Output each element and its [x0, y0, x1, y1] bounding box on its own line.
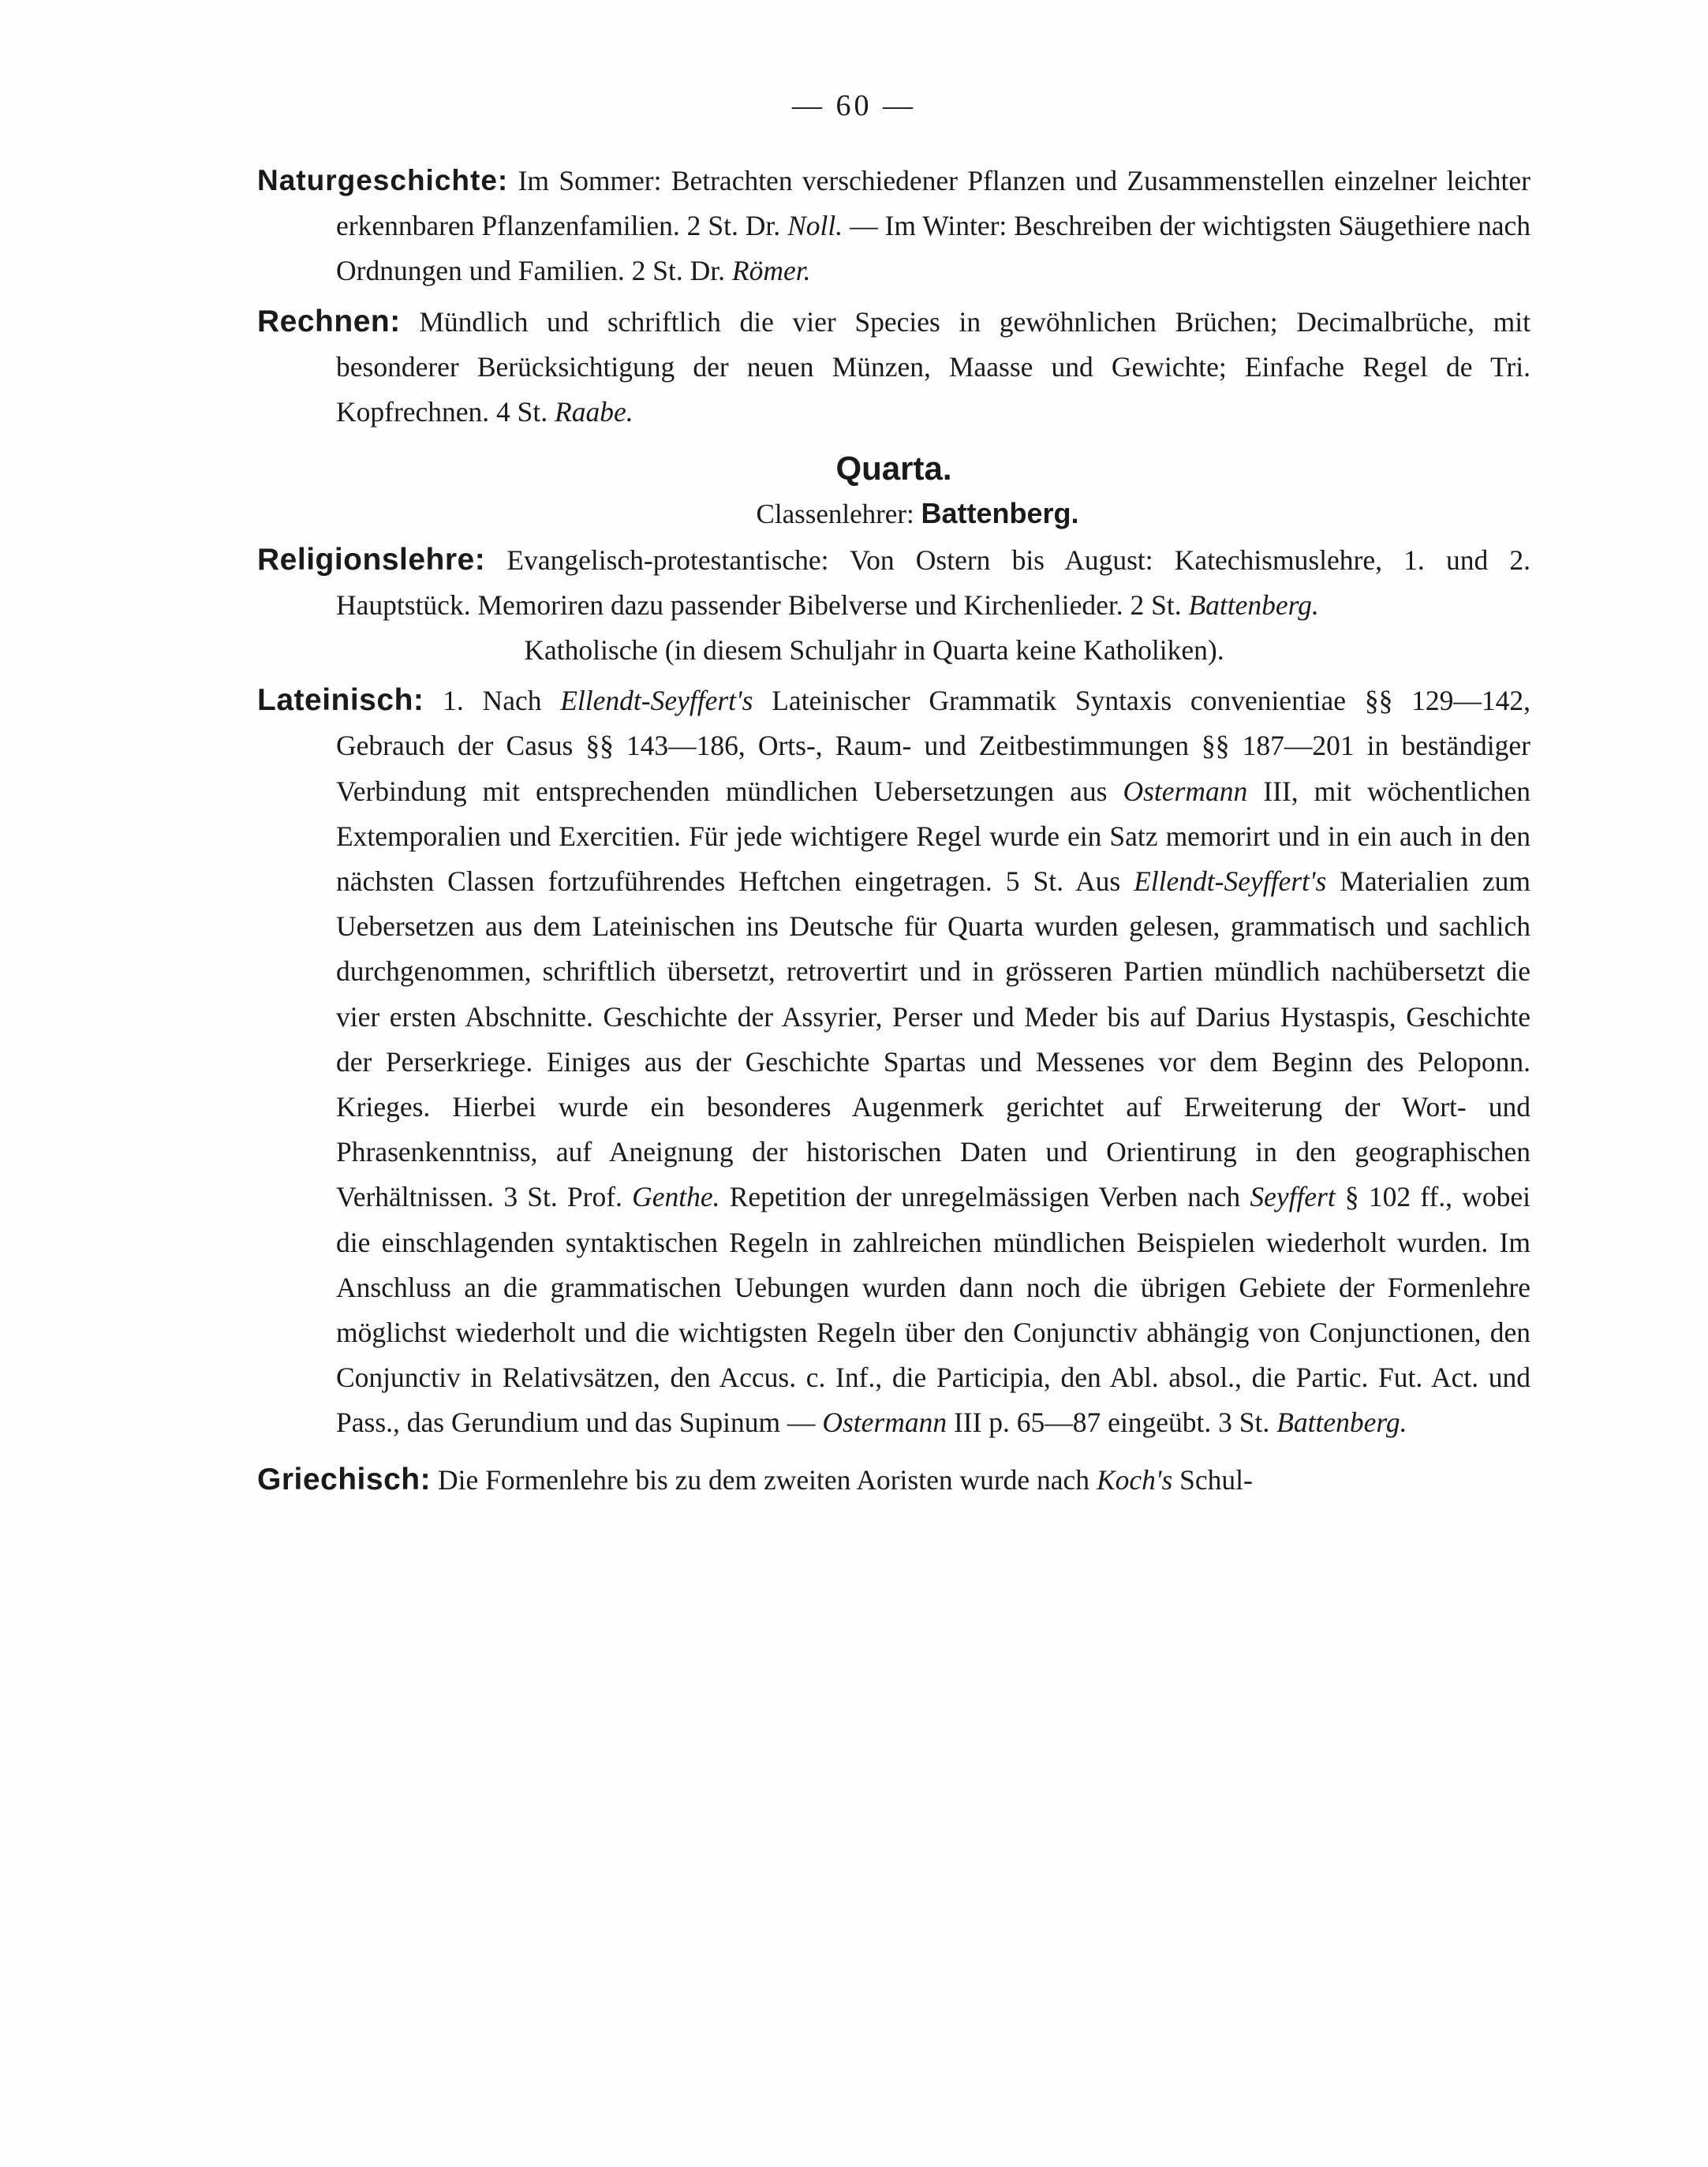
section-heading-lateinisch: Lateinisch:: [257, 683, 424, 718]
section-text: Evangelisch-protestantische: Von Ostern bis August: Katechismuslehre, 1. und 2. Hauptstück. Memoriren dazu passender Bibelverse und Kirchenlieder. 2 St.: [336, 544, 1530, 621]
source-title: Ostermann: [822, 1407, 947, 1439]
section-heading-griechisch: Griechisch:: [257, 1462, 432, 1496]
section-religionslehre: [257, 537, 1530, 628]
class-teacher-line: [305, 491, 1530, 536]
page-number: — 60 —: [792, 89, 916, 122]
source-title: Ellendt-Seyffert's: [560, 685, 753, 717]
section-heading-rechnen: Rechnen:: [257, 304, 401, 338]
section-text: Mündlich und schriftlich die vier Species in gewöhnlichen Brüchen; Decimalbrüche, mit besonderer Berücksichtigung der neuen Münzen, Maasse und Gewichte; Einfache Regel de Tri. Kopfrechnen. 4 St.: [336, 305, 1530, 428]
section-text: Materialien zum Uebersetzen aus dem Lateinischen ins Deutsche für Quarta wurden gelesen, grammatisch und sachlich durchgenommen, schriftlich übersetzt, retrovertirt und in grösseren Partien mündlich nachübersetzt die vier ersten Abschnitte. Geschichte der Assyrier, Perser und Meder bis auf Darius Hystaspis, Geschichte der Perserkriege. Einiges aus der Geschichte Spartas und Messenes vor dem Beginn des Peloponn. Krieges. Hierbei wurde ein besonderes Augenmerk gerichtet auf Erweiterung der Wort- und Phrasenkenntniss, auf Aneignung der historischen Daten und Orientirung in den geographischen Verhältnissen. 3 St. Prof.: [336, 865, 1530, 1213]
section-text: III p. 65—87 eingeübt. 3 St.: [947, 1407, 1277, 1439]
section-heading-religionslehre: Religionslehre:: [257, 542, 486, 577]
teacher-name: Genthe.: [632, 1181, 720, 1213]
section-lateinisch: [257, 678, 1530, 1445]
class-teacher-label: Classenlehrer:: [756, 499, 921, 530]
teacher-name: Raabe.: [555, 396, 633, 428]
source-title: Koch's: [1096, 1463, 1173, 1496]
section-text: — Im Winter: Beschreiben der wichtigsten Säugethiere nach Ordnungen und Familien. 2 St. Dr.: [336, 210, 1531, 287]
section-text: Schul-: [1172, 1463, 1253, 1496]
section-text: Im Sommer: Betrachten verschiedener Pflanzen und Zusammenstellen einzelner leichter erkennbaren Pflanzenfamilien. 2 St. Dr.: [336, 165, 1530, 242]
teacher-name: Noll.: [787, 210, 843, 242]
section-text: Lateinischer Grammatik Syntaxis convenientiae §§ 129—142, Gebrauch der Casus §§ 143—186, Orts-, Raum- und Zeitbestimmungen §§ 187—201 in beständiger Verbindung mit entsprechenden mündlichen Uebersetzungen aus: [336, 685, 1530, 807]
source-title: Ostermann: [1123, 775, 1248, 807]
class-teacher-name: Battenberg.: [921, 497, 1079, 530]
section-rechnen: [257, 299, 1530, 435]
section-text: 1. Nach: [424, 685, 561, 717]
section-griechisch: [257, 1457, 1530, 1503]
catholic-note: Katholische (in diesem Schuljahr in Quarta keine Katholiken).: [524, 634, 1224, 667]
section-heading-naturgeschichte: Naturgeschichte:: [257, 164, 509, 196]
source-title: Ellendt-Seyffert's: [1134, 865, 1327, 898]
teacher-name: Battenberg.: [1276, 1407, 1407, 1439]
section-text: Repetition der unregelmässigen Verben nach: [719, 1181, 1250, 1213]
page-body: [257, 158, 1530, 1503]
source-title: Seyffert: [1250, 1181, 1336, 1213]
section-text: III, mit wöchentlichen Extemporalien und Exercitien. Für jede wichtigere Regel wurde ein Satz memorirt und in ein auch in den nächsten Classen fortzuführendes Heftchen eingetragen. 5 St. Aus: [336, 775, 1530, 898]
section-naturgeschichte: [257, 158, 1530, 294]
section-text: Die Formenlehre bis zu dem zweiten Aoristen wurde nach: [431, 1463, 1097, 1496]
teacher-name: Battenberg.: [1188, 588, 1319, 621]
teacher-name: Römer.: [731, 255, 811, 287]
section-text: § 102 ff., wobei die einschlagenden syntaktischen Regeln in zahlreichen mündlichen Beispielen wiederholt wurden. Im Anschluss an die grammatischen Uebungen wurden dann noch die übrigen Gebiete der Formenlehre möglichst wiederholt und die wichtigsten Regeln über den Conjunctiv abhängig von Conjunctionen, den Conjunctiv in Relativsätzen, den Accus. c. Inf., die Participia, den Abl. absol., die Partic. Fut. Act. und Pass., das Gerundium und das Supinum —: [336, 1181, 1530, 1439]
class-title: Quarta.: [835, 450, 952, 488]
